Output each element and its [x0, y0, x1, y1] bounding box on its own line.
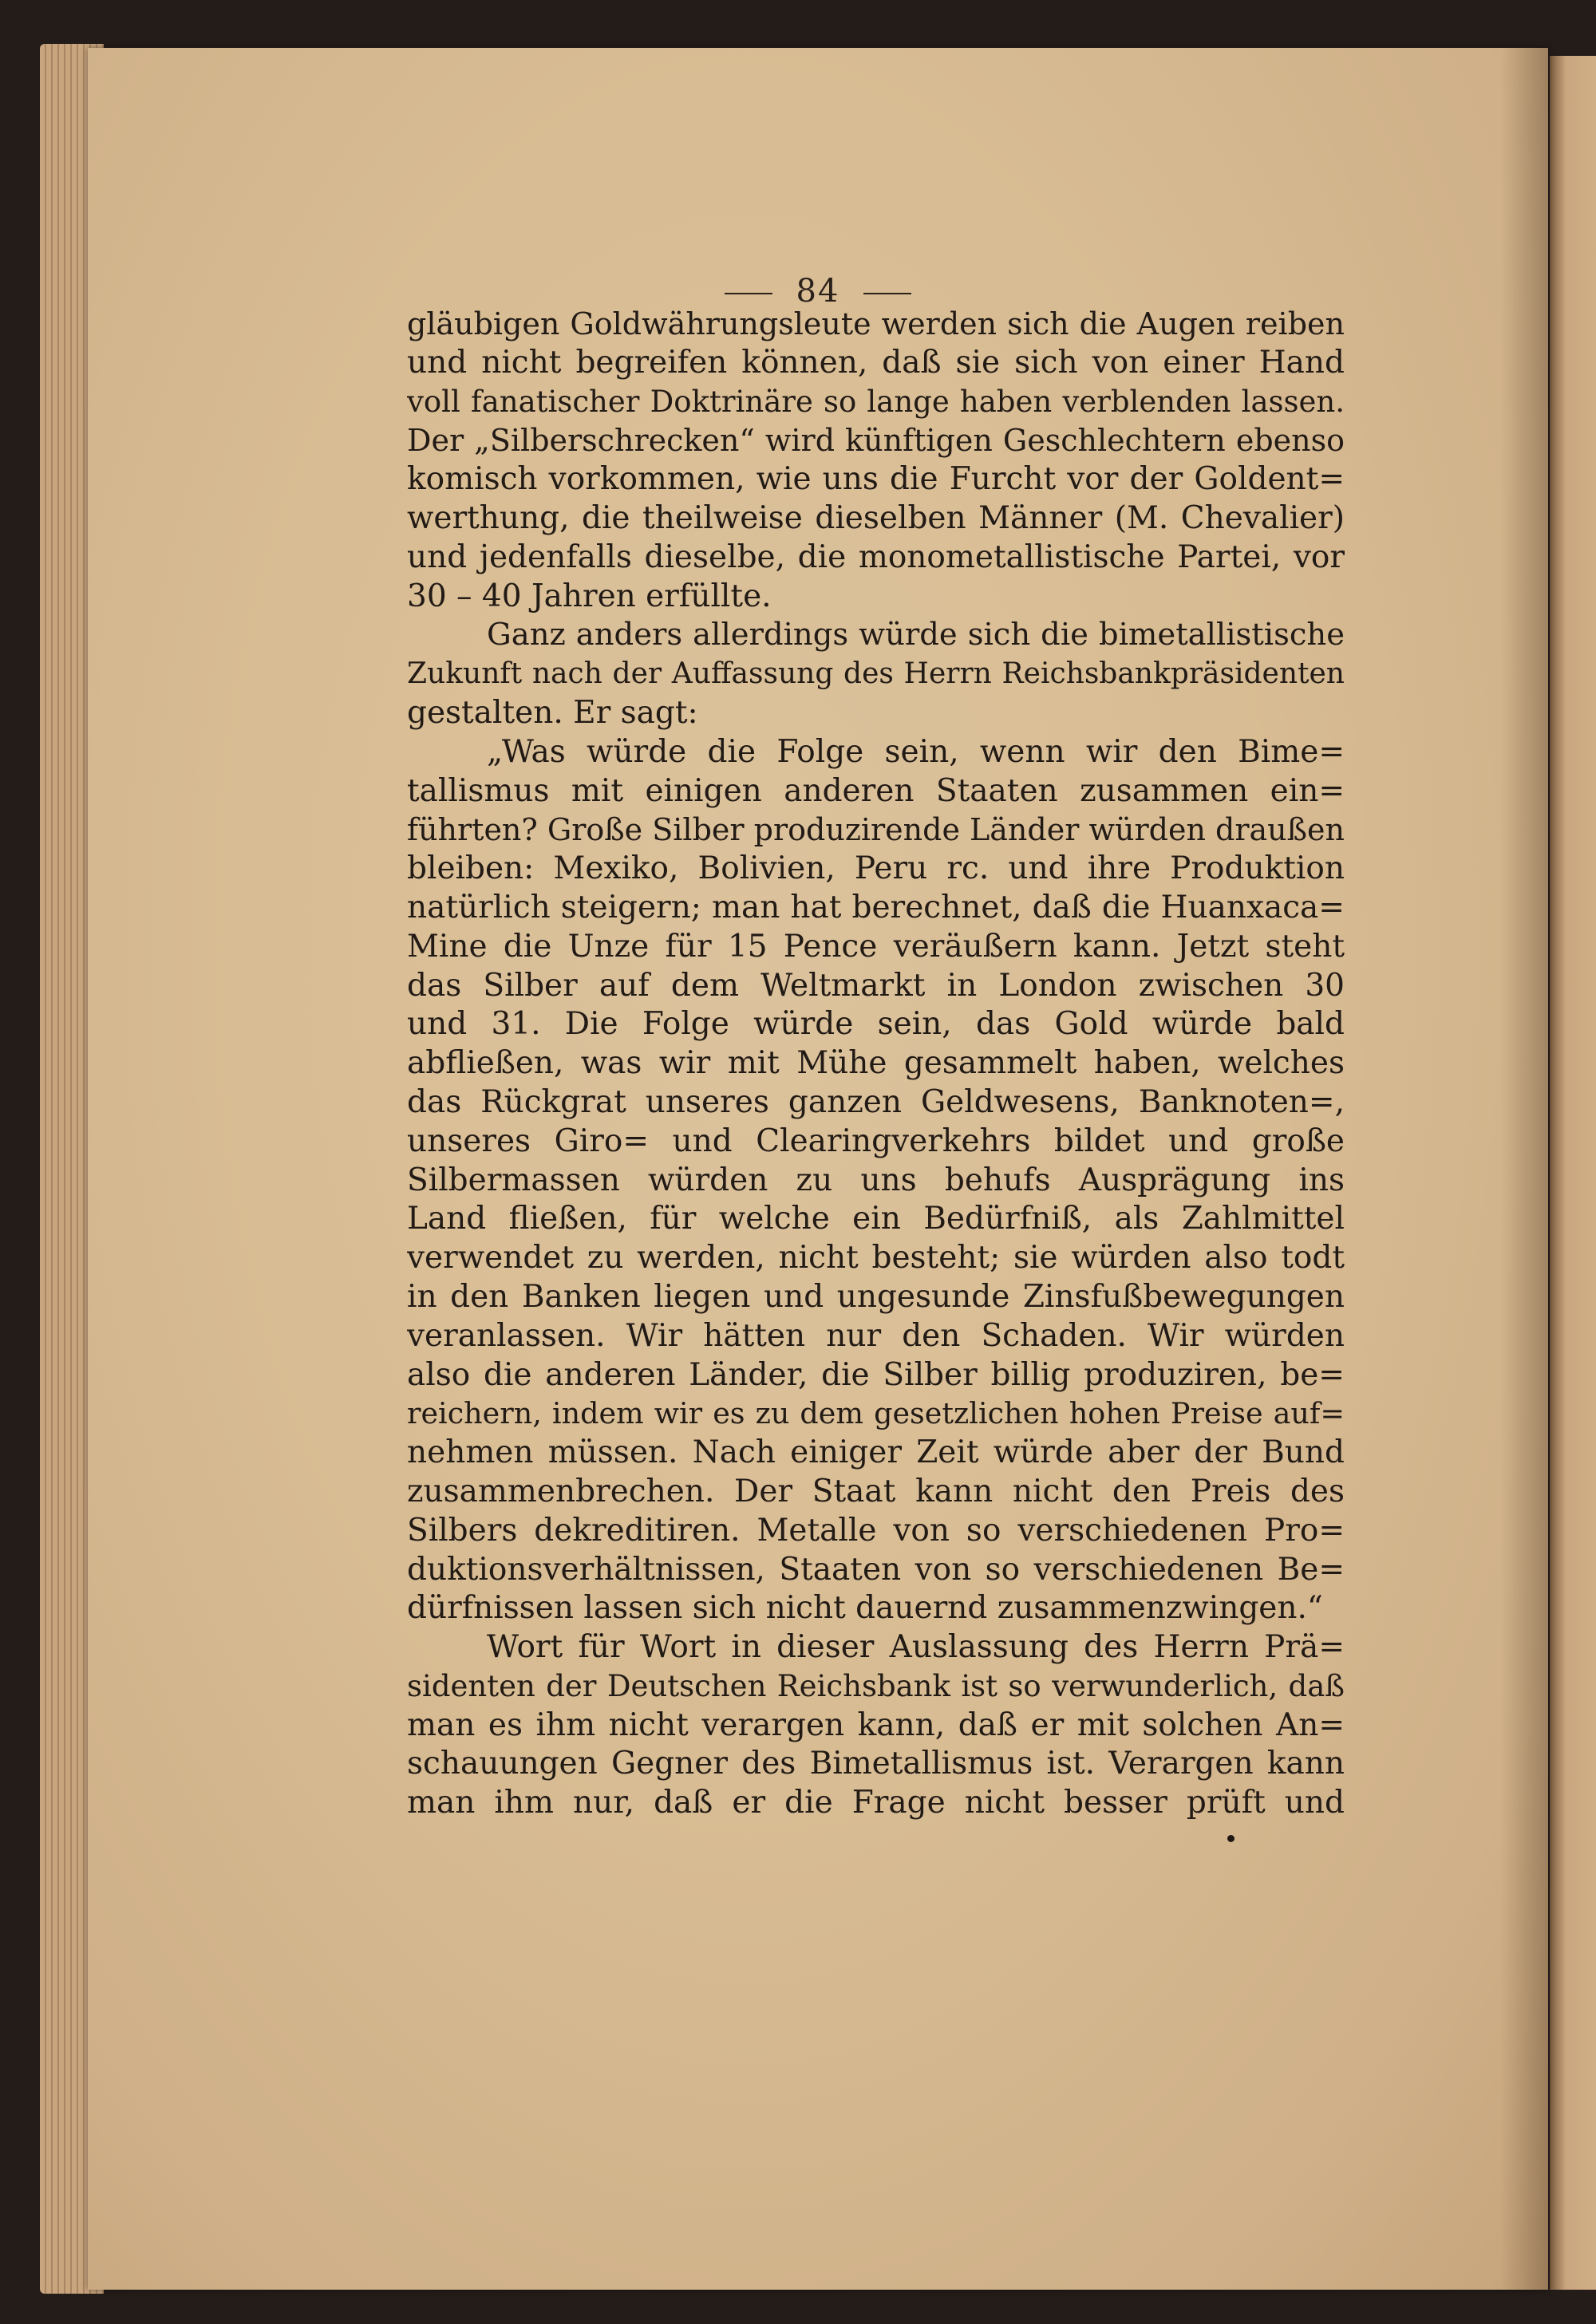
text-line: „Was würde die Folge sein, wenn wir den Bime=: [487, 733, 1345, 770]
text-line: 30 – 40 Jahren erfüllte.: [407, 578, 772, 614]
text-line: dürfnissen lassen sich nicht dauernd zusammenzwingen.“: [407, 1590, 1323, 1627]
text-line: Zukunft nach der Auffassung des Herrn Reichsbankpräsidenten: [407, 657, 1345, 691]
text-line: gestalten. Er sagt:: [407, 694, 698, 731]
text-line: unseres Giro= und Clearingverkehrs bildet und große: [407, 1123, 1345, 1159]
text-line: Silbermassen würden zu uns behufs Ausprägung ins: [407, 1162, 1345, 1198]
text-line: komisch vorkommen, wie uns die Furcht vor der Goldent=: [407, 461, 1345, 498]
text-line: zusammenbrechen. Der Staat kann nicht den Preis des: [407, 1473, 1345, 1509]
text-line: veranlassen. Wir hätten nur den Schaden. Wir würden: [407, 1317, 1345, 1354]
body-text: [407, 305, 1345, 1823]
gutter-shadow: [1500, 48, 1548, 2290]
text-line: reichern, indem wir es zu dem gesetzlichen hohen Preise auf=: [407, 1396, 1345, 1431]
text-line: das Rückgrat unseres ganzen Geldwesens, Banknoten=,: [407, 1083, 1345, 1120]
page-number-dash-right: [863, 293, 911, 294]
text-line: also die anderen Länder, die Silber billig produziren, be=: [407, 1356, 1345, 1393]
text-line: und nicht begreifen können, daß sie sich von einer Hand: [407, 344, 1345, 381]
ink-speck: [1227, 1835, 1235, 1842]
text-line: führten? Große Silber produzirende Länder würden draußen: [407, 812, 1345, 848]
text-line: voll fanatischer Doktrinäre so lange haben verblenden lassen.: [407, 384, 1345, 419]
text-line: man ihm nur, daß er die Frage nicht besser prüft und: [407, 1785, 1345, 1821]
text-line: und jedenfalls dieselbe, die monometallistische Partei, vor: [407, 539, 1345, 575]
text-line: abfließen, was wir mit Mühe gesammelt haben, welches: [407, 1045, 1345, 1082]
text-line: schauungen Gegner des Bimetallismus ist. Verargen kann: [407, 1746, 1345, 1782]
text-line: duktionsverhältnissen, Staaten von so verschiedenen Be=: [407, 1551, 1345, 1588]
text-line: tallismus mit einigen anderen Staaten zusammen ein=: [407, 772, 1345, 809]
text-line: verwendet zu werden, nicht besteht; sie würden also todt: [407, 1240, 1345, 1276]
page-number-dash-left: [725, 293, 772, 294]
facing-page-edge: [1550, 56, 1596, 2290]
text-line: Land fließen, für welche ein Bedürfniß, als Zahlmittel: [407, 1201, 1345, 1237]
text-line: und 31. Die Folge würde sein, das Gold würde bald: [407, 1006, 1345, 1043]
text-line: werthung, die theilweise dieselben Männer (M. Chevalier): [407, 499, 1345, 536]
text-line: sidenten der Deutschen Reichsbank ist so verwunderlich, daß: [407, 1668, 1345, 1703]
text-line: gläubigen Goldwährungsleute werden sich die Augen reiben: [407, 306, 1345, 341]
text-line: bleiben: Mexiko, Bolivien, Peru rc. und ihre Produktion: [407, 850, 1345, 887]
text-line: Der „Silberschrecken“ wird künftigen Geschlechtern ebenso: [407, 423, 1345, 459]
text-line: nehmen müssen. Nach einiger Zeit würde aber der Bund: [407, 1434, 1345, 1471]
text-line: natürlich steigern; man hat berechnet, daß die Huanxaca=: [407, 889, 1345, 925]
page-number-value: 84: [796, 273, 840, 310]
text-line: Silbers dekreditiren. Metalle von so verschiedenen Pro=: [407, 1512, 1345, 1549]
text-line: Ganz anders allerdings würde sich die bimetallistische: [487, 617, 1345, 653]
text-line: das Silber auf dem Weltmarkt in London zwischen 30: [407, 967, 1345, 1004]
text-line: Wort für Wort in dieser Auslassung des Herrn Prä=: [487, 1629, 1345, 1666]
text-line: Mine die Unze für 15 Pence veräußern kann. Jetzt steht: [407, 928, 1345, 965]
text-line: in den Banken liegen und ungesunde Zinsfußbewegungen: [407, 1278, 1345, 1315]
text-line: man es ihm nicht verargen kann, daß er mit solchen An=: [407, 1707, 1345, 1743]
